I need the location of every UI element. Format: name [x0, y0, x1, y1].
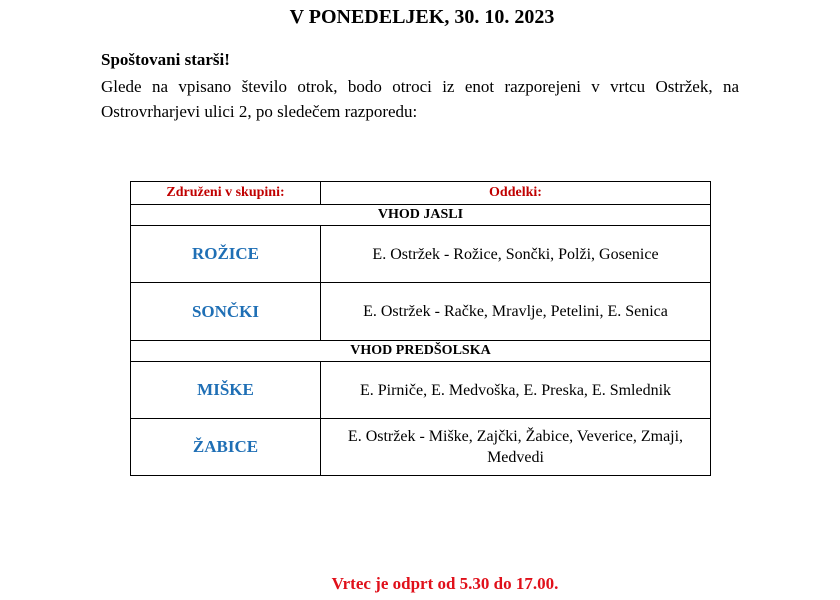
- units-list: E. Ostržek - Miške, Zajčki, Žabice, Veverice, Zmaji, Medvedi: [321, 419, 711, 476]
- page-title: V PONEDELJEK, 30. 10. 2023: [289, 6, 555, 28]
- section-label: VHOD PREDŠOLSKA: [131, 341, 711, 362]
- table-header-row: [131, 182, 711, 205]
- group-name: MIŠKE: [131, 362, 321, 419]
- section-label: VHOD JASLI: [131, 205, 711, 226]
- group-name: ŽABICE: [131, 419, 321, 476]
- table-row: [131, 226, 711, 283]
- schedule-table: [130, 181, 711, 476]
- opening-hours-note: Vrtec je odprt od 5.30 do 17.00.: [331, 574, 559, 593]
- salutation: Spoštovani starši!: [101, 50, 230, 69]
- group-name: SONČKI: [131, 283, 321, 341]
- section-row-jasli: [131, 205, 711, 226]
- section-row-predsolska: [131, 341, 711, 362]
- table-row: [131, 283, 711, 341]
- table-row: [131, 362, 711, 419]
- header-group-cell: Združeni v skupini:: [131, 182, 321, 205]
- units-list: E. Pirniče, E. Medvoška, E. Preska, E. Smlednik: [321, 362, 711, 419]
- intro-paragraph: Glede na vpisano število otrok, bodo otroci iz enot razporejeni v vrtcu Ostržek, na Ostrovrharjevi ulici 2, po sledečem razporedu:: [101, 77, 739, 121]
- group-name: ROŽICE: [131, 226, 321, 283]
- table-row: [131, 419, 711, 476]
- units-list: E. Ostržek - Rožice, Sončki, Polži, Gosenice: [321, 226, 711, 283]
- header-units-cell: Oddelki:: [321, 182, 711, 205]
- units-list: E. Ostržek - Račke, Mravlje, Petelini, E. Senica: [321, 283, 711, 341]
